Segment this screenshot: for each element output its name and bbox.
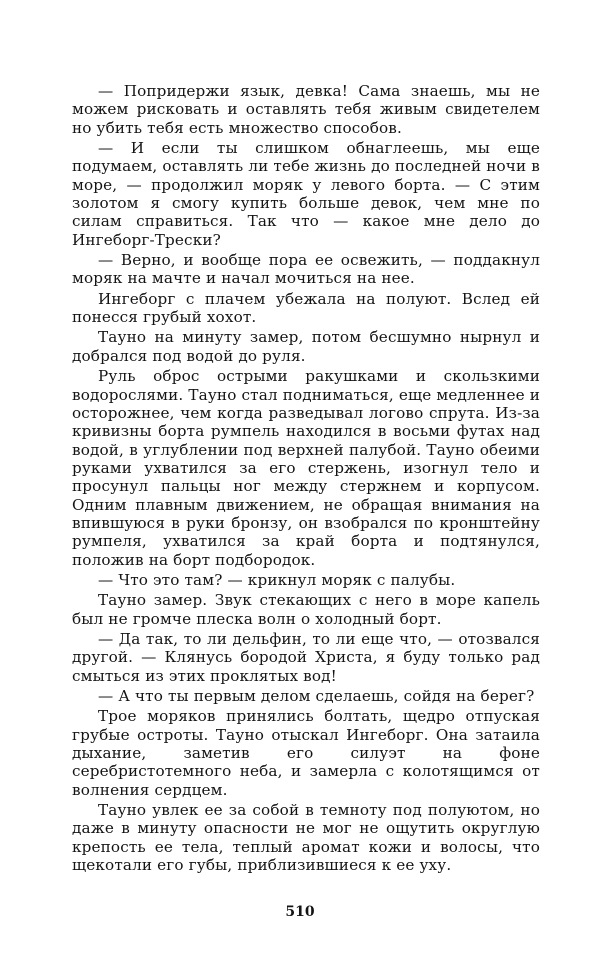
page-number: 510 (285, 904, 315, 920)
paragraph: — Да так, то ли дельфин, то ли еще что, — отозвался другой. — Клянусь бородой Христа, я буду только рад смыться из этих проклятых вод! (72, 629, 540, 685)
paragraph: — Что это там? — крикнул моряк с палубы. (98, 570, 456, 589)
paragraph: — Верно, и вообще пора ее освежить, — поддакнул моряк на мачте и начал мочиться на нее. (72, 251, 540, 288)
paragraph: — И если ты слишком обнаглеешь, мы еще подумаем, оставлять ли тебе жизнь до последней ночи в море, — продолжил моряк у левого борта. — С этим золотом я смогу купить больше девок, чем мне по силам справиться. Так что — какое мне дело до Ингеборг-Трески? (72, 139, 540, 249)
paragraph: Трое моряков принялись болтать, щедро отпуская грубые остроты. Тауно отыскал Ингеборг. Она затаила дыхание, заметив его силуэт на фоне серебристотемного неба, и замерла с колотящимся от волнения сердцем. (72, 707, 540, 799)
paragraph: — Попридержи язык, девка! Сама знаешь, мы не можем рисковать и оставлять тебя живым свидетелем но убить тебя есть множество способов. (72, 82, 540, 137)
paragraph: Тауно замер. Звук стекающих с него в море капель был не громче плеска волн о холодный борт. (72, 591, 540, 628)
paragraph: — А что ты первым делом сделаешь, сойдя на берег? (98, 687, 535, 705)
paragraph: Ингеборг с плачем убежала на полуют. Вслед ей понесся грубый хохот. (72, 289, 540, 327)
body-text (72, 82, 540, 876)
paragraph: Тауно на минуту замер, потом бесшумно нырнул и добрался под водой до руля. (72, 328, 540, 365)
paragraph: Руль оброс острыми ракушками и скользкими водорослями. Тауно стал подниматься, еще медленнее и осторожнее, чем когда разведывал логово спрута. Из-за кривизны борта румпель находился в восьми футах над водой, в углублении под верхней палубой. Тауно обеими руками ухватился за его стержень, изогнул тело и просунул пальцы ног между стержнем и корпусом. Одним плавным движением, не обращая внимания на впившуюся в руки бронзу, он взобрался по кронштейну румпеля, ухватился за край борта и подтянулся, положив на борт подбородок. (72, 367, 540, 569)
paragraph: Тауно увлек ее за собой в темноту под полуютом, но даже в минуту опасности не мог не ощутить округлую крепость ее тела, теплый аромат кожи и волосы, что щекотали его губы, приблизившиеся к ее уху. (72, 801, 540, 875)
